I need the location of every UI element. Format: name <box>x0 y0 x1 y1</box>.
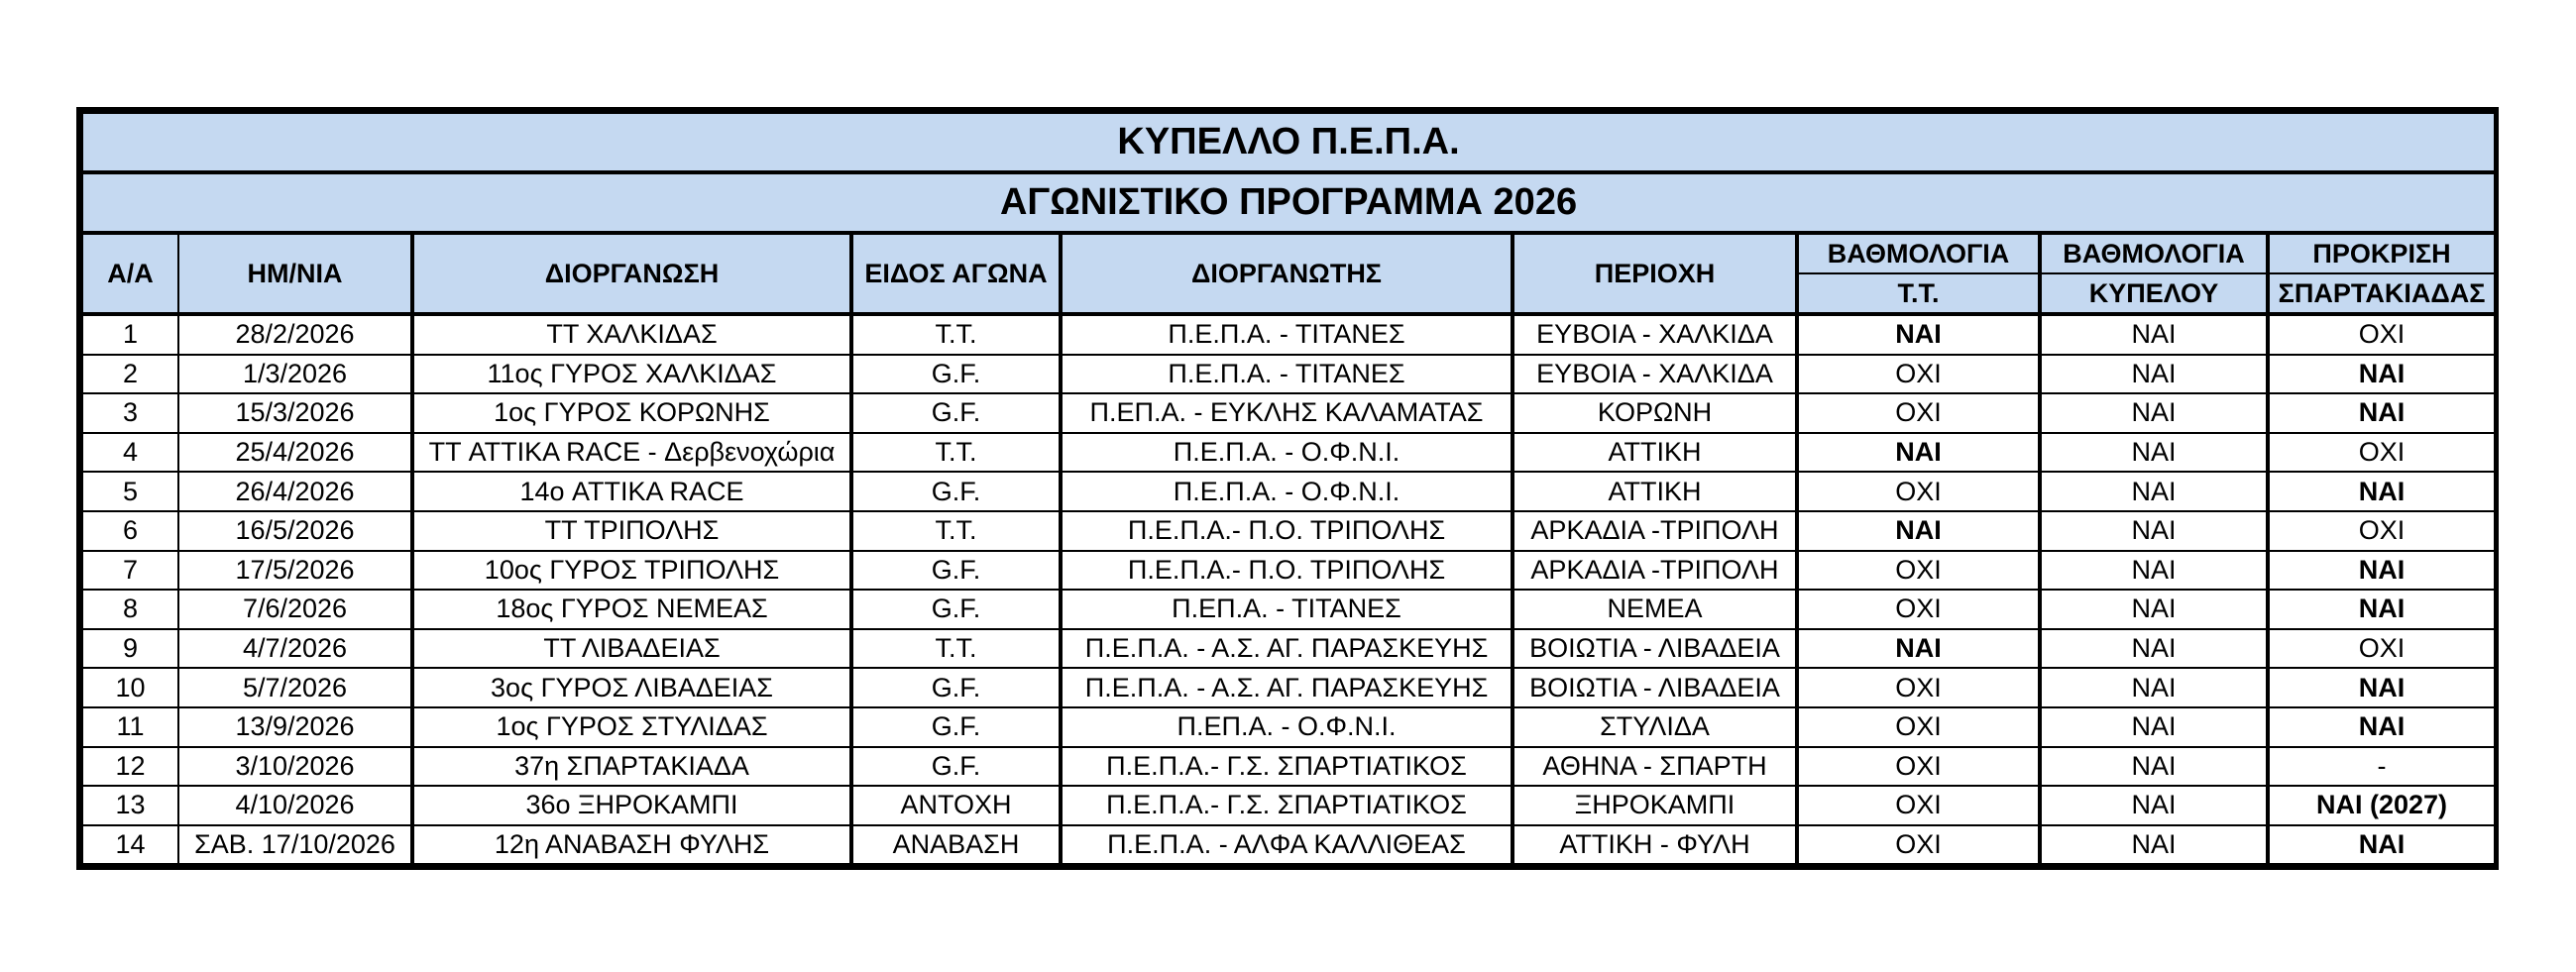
cell-region: ΑΘΗΝΑ - ΣΠΑΡΤΗ <box>1512 747 1797 787</box>
cell-date: 26/4/2026 <box>178 472 412 511</box>
cell-type: G.F. <box>851 551 1061 591</box>
cell-event: 14ο ATTIKA RACE <box>412 472 851 511</box>
cell-type: G.F. <box>851 472 1061 511</box>
cell-aa: 12 <box>82 747 178 787</box>
cell-cup-ranking: ΝΑΙ <box>2040 355 2268 394</box>
cell-qualification: ΟΧΙ <box>2268 314 2495 355</box>
cell-cup-ranking: ΝΑΙ <box>2040 433 2268 473</box>
header-cup-ranking-bottom: ΚΥΠΕΛΟΥ <box>2040 273 2268 314</box>
cell-tt-ranking: ΝΑΙ <box>1797 433 2040 473</box>
cell-region: ΣΤΥΛΙΔΑ <box>1512 707 1797 747</box>
table-row <box>82 551 2495 591</box>
cell-cup-ranking: ΝΑΙ <box>2040 825 2268 865</box>
cell-region: ΑΡΚΑΔΙΑ -ΤΡΙΠΟΛΗ <box>1512 551 1797 591</box>
cell-aa: 11 <box>82 707 178 747</box>
cell-organizer: Π.Ε.Π.Α. - ΤΙΤΑΝΕΣ <box>1061 355 1512 394</box>
cell-date: 7/6/2026 <box>178 590 412 629</box>
table-row <box>82 747 2495 787</box>
cell-cup-ranking: ΝΑΙ <box>2040 511 2268 551</box>
cell-cup-ranking: ΝΑΙ <box>2040 786 2268 825</box>
cell-tt-ranking: ΟΧΙ <box>1797 707 2040 747</box>
schedule-sheet <box>76 107 2499 870</box>
cell-qualification: ΝΑΙ <box>2268 590 2495 629</box>
cell-qualification: ΝΑΙ <box>2268 355 2495 394</box>
cell-tt-ranking: ΝΑΙ <box>1797 629 2040 669</box>
cell-aa: 4 <box>82 433 178 473</box>
cell-tt-ranking: ΟΧΙ <box>1797 747 2040 787</box>
cell-tt-ranking: ΟΧΙ <box>1797 551 2040 591</box>
cell-date: 16/5/2026 <box>178 511 412 551</box>
table-row <box>82 393 2495 433</box>
cell-aa: 5 <box>82 472 178 511</box>
cell-cup-ranking: ΝΑΙ <box>2040 707 2268 747</box>
cell-date: 25/4/2026 <box>178 433 412 473</box>
cell-organizer: Π.ΕΠ.Α. - ΕΥΚΛΗΣ ΚΑΛΑΜΑΤΑΣ <box>1061 393 1512 433</box>
cell-aa: 14 <box>82 825 178 865</box>
cell-organizer: Π.Ε.Π.Α. - Α.Σ. ΑΓ. ΠΑΡΑΣΚΕΥΗΣ <box>1061 668 1512 707</box>
cell-date: 4/7/2026 <box>178 629 412 669</box>
cell-aa: 1 <box>82 314 178 355</box>
cell-region: ΞΗΡΟΚΑΜΠΙ <box>1512 786 1797 825</box>
header-tt-ranking-bottom: Τ.Τ. <box>1797 273 2040 314</box>
cell-type: Τ.Τ. <box>851 433 1061 473</box>
sheet-title: ΚΥΠΕΛΛΟ Π.Ε.Π.Α. <box>82 113 2495 172</box>
header-aa: Α/Α <box>82 233 178 314</box>
cell-type: G.F. <box>851 355 1061 394</box>
cell-qualification: ΟΧΙ <box>2268 629 2495 669</box>
table-row <box>82 668 2495 707</box>
cell-type: Τ.Τ. <box>851 511 1061 551</box>
cell-date: 17/5/2026 <box>178 551 412 591</box>
cell-event: 37η ΣΠΑΡΤΑΚΙΑΔΑ <box>412 747 851 787</box>
cell-organizer: Π.Ε.Π.Α.- Γ.Σ. ΣΠΑΡΤΙΑΤΙΚΟΣ <box>1061 786 1512 825</box>
cell-organizer: Π.Ε.Π.Α. - Ο.Φ.Ν.Ι. <box>1061 472 1512 511</box>
cell-date: ΣΑΒ. 17/10/2026 <box>178 825 412 865</box>
cell-type: Τ.Τ. <box>851 314 1061 355</box>
cell-cup-ranking: ΝΑΙ <box>2040 472 2268 511</box>
cell-region: ΑΤΤΙΚΗ - ΦΥΛΗ <box>1512 825 1797 865</box>
cell-event: 18ος ΓΥΡΟΣ ΝΕΜΕΑΣ <box>412 590 851 629</box>
cell-organizer: Π.Ε.Π.Α.- Π.Ο. ΤΡΙΠΟΛΗΣ <box>1061 551 1512 591</box>
cell-region: ΑΡΚΑΔΙΑ -ΤΡΙΠΟΛΗ <box>1512 511 1797 551</box>
cell-type: ΑΝΤΟΧΗ <box>851 786 1061 825</box>
cell-event: ΤΤ ΤΡΙΠΟΛΗΣ <box>412 511 851 551</box>
header-tt-ranking-top: ΒΑΘΜΟΛΟΓΙΑ <box>1797 233 2040 273</box>
cell-qualification: ΟΧΙ <box>2268 433 2495 473</box>
cell-cup-ranking: ΝΑΙ <box>2040 314 2268 355</box>
cell-region: ΚΟΡΩΝΗ <box>1512 393 1797 433</box>
cell-organizer: Π.Ε.Π.Α. - Α.Σ. ΑΓ. ΠΑΡΑΣΚΕΥΗΣ <box>1061 629 1512 669</box>
cell-tt-ranking: ΟΧΙ <box>1797 472 2040 511</box>
cell-tt-ranking: ΟΧΙ <box>1797 590 2040 629</box>
cell-tt-ranking: ΟΧΙ <box>1797 355 2040 394</box>
cell-qualification: ΟΧΙ <box>2268 511 2495 551</box>
cell-qualification: ΝΑΙ <box>2268 825 2495 865</box>
cell-cup-ranking: ΝΑΙ <box>2040 590 2268 629</box>
cell-region: ΕΥΒΟΙΑ - ΧΑΛΚΙΔΑ <box>1512 355 1797 394</box>
cell-organizer: Π.ΕΠ.Α. - Ο.Φ.Ν.Ι. <box>1061 707 1512 747</box>
cell-organizer: Π.Ε.Π.Α. - Ο.Φ.Ν.Ι. <box>1061 433 1512 473</box>
cell-date: 13/9/2026 <box>178 707 412 747</box>
cell-date: 28/2/2026 <box>178 314 412 355</box>
table-row <box>82 825 2495 865</box>
cell-organizer: Π.Ε.Π.Α.- Γ.Σ. ΣΠΑΡΤΙΑΤΙΚΟΣ <box>1061 747 1512 787</box>
header-region: ΠΕΡΙΟΧΗ <box>1512 233 1797 314</box>
cell-tt-ranking: ΟΧΙ <box>1797 786 2040 825</box>
sheet-subtitle: ΑΓΩΝΙΣΤΙΚΟ ΠΡΟΓΡΑΜΜΑ 2026 <box>82 172 2495 233</box>
cell-aa: 3 <box>82 393 178 433</box>
cell-region: ΕΥΒΟΙΑ - ΧΑΛΚΙΔΑ <box>1512 314 1797 355</box>
header-qualification-top: ΠΡΟΚΡΙΣΗ <box>2268 233 2495 273</box>
cell-tt-ranking: ΟΧΙ <box>1797 668 2040 707</box>
header-cup-ranking-top: ΒΑΘΜΟΛΟΓΙΑ <box>2040 233 2268 273</box>
cell-date: 3/10/2026 <box>178 747 412 787</box>
cell-aa: 6 <box>82 511 178 551</box>
cell-type: G.F. <box>851 707 1061 747</box>
table-row <box>82 707 2495 747</box>
cell-organizer: Π.Ε.Π.Α. - ΤΙΤΑΝΕΣ <box>1061 314 1512 355</box>
schedule-table <box>81 112 2496 865</box>
cell-type: ΑΝΑΒΑΣΗ <box>851 825 1061 865</box>
table-row <box>82 511 2495 551</box>
cell-region: ΑΤΤΙΚΗ <box>1512 433 1797 473</box>
cell-type: Τ.Τ. <box>851 629 1061 669</box>
cell-cup-ranking: ΝΑΙ <box>2040 747 2268 787</box>
table-row <box>82 629 2495 669</box>
cell-tt-ranking: ΟΧΙ <box>1797 393 2040 433</box>
cell-aa: 8 <box>82 590 178 629</box>
cell-organizer: Π.Ε.Π.Α. - ΑΛΦΑ ΚΑΛΛΙΘΕΑΣ <box>1061 825 1512 865</box>
header-qualification-bottom: ΣΠΑΡΤΑΚΙΑΔΑΣ <box>2268 273 2495 314</box>
cell-cup-ranking: ΝΑΙ <box>2040 629 2268 669</box>
cell-event: 12η ΑΝΑΒΑΣΗ ΦΥΛΗΣ <box>412 825 851 865</box>
cell-organizer: Π.Ε.Π.Α.- Π.Ο. ΤΡΙΠΟΛΗΣ <box>1061 511 1512 551</box>
header-date: ΗΜ/ΝΙΑ <box>178 233 412 314</box>
cell-type: G.F. <box>851 747 1061 787</box>
cell-event: 3ος ΓΥΡΟΣ ΛΙΒΑΔΕΙΑΣ <box>412 668 851 707</box>
cell-event: 10ος ΓΥΡΟΣ ΤΡΙΠΟΛΗΣ <box>412 551 851 591</box>
table-row <box>82 433 2495 473</box>
cell-event: 1ος ΓΥΡΟΣ ΚΟΡΩΝΗΣ <box>412 393 851 433</box>
cell-date: 15/3/2026 <box>178 393 412 433</box>
cell-event: 1ος ΓΥΡΟΣ ΣΤΥΛΙΔΑΣ <box>412 707 851 747</box>
cell-qualification: - <box>2268 747 2495 787</box>
table-row <box>82 786 2495 825</box>
cell-region: ΝΕΜΕΑ <box>1512 590 1797 629</box>
cell-type: G.F. <box>851 590 1061 629</box>
cell-event: 36ο ΞΗΡΟΚΑΜΠΙ <box>412 786 851 825</box>
cell-type: G.F. <box>851 393 1061 433</box>
cell-cup-ranking: ΝΑΙ <box>2040 393 2268 433</box>
cell-region: ΒΟΙΩΤΙΑ - ΛΙΒΑΔΕΙΑ <box>1512 629 1797 669</box>
cell-organizer: Π.ΕΠ.Α. - ΤΙΤΑΝΕΣ <box>1061 590 1512 629</box>
cell-qualification: ΝΑΙ <box>2268 393 2495 433</box>
cell-tt-ranking: ΝΑΙ <box>1797 511 2040 551</box>
cell-date: 4/10/2026 <box>178 786 412 825</box>
cell-qualification: ΝΑΙ <box>2268 472 2495 511</box>
table-row <box>82 355 2495 394</box>
cell-cup-ranking: ΝΑΙ <box>2040 551 2268 591</box>
cell-cup-ranking: ΝΑΙ <box>2040 668 2268 707</box>
cell-aa: 13 <box>82 786 178 825</box>
cell-event: ΤΤ ΛΙΒΑΔΕΙΑΣ <box>412 629 851 669</box>
cell-event: ΤΤ ATTIKA RACE - Δερβενοχώρια <box>412 433 851 473</box>
table-body <box>82 314 2495 864</box>
cell-date: 5/7/2026 <box>178 668 412 707</box>
header-type: ΕΙΔΟΣ ΑΓΩΝΑ <box>851 233 1061 314</box>
cell-type: G.F. <box>851 668 1061 707</box>
header-event: ΔΙΟΡΓΑΝΩΣΗ <box>412 233 851 314</box>
cell-region: ΑΤΤΙΚΗ <box>1512 472 1797 511</box>
cell-date: 1/3/2026 <box>178 355 412 394</box>
table-row <box>82 590 2495 629</box>
cell-qualification: ΝΑΙ (2027) <box>2268 786 2495 825</box>
cell-tt-ranking: ΝΑΙ <box>1797 314 2040 355</box>
header-organizer: ΔΙΟΡΓΑΝΩΤΗΣ <box>1061 233 1512 314</box>
cell-qualification: ΝΑΙ <box>2268 551 2495 591</box>
table-row <box>82 314 2495 355</box>
cell-event: 11ος ΓΥΡΟΣ ΧΑΛΚΙΔΑΣ <box>412 355 851 394</box>
cell-aa: 9 <box>82 629 178 669</box>
cell-qualification: ΝΑΙ <box>2268 668 2495 707</box>
cell-aa: 2 <box>82 355 178 394</box>
cell-aa: 7 <box>82 551 178 591</box>
cell-region: ΒΟΙΩΤΙΑ - ΛΙΒΑΔΕΙΑ <box>1512 668 1797 707</box>
cell-qualification: ΝΑΙ <box>2268 707 2495 747</box>
table-row <box>82 472 2495 511</box>
cell-aa: 10 <box>82 668 178 707</box>
cell-event: ΤΤ ΧΑΛΚΙΔΑΣ <box>412 314 851 355</box>
cell-tt-ranking: ΟΧΙ <box>1797 825 2040 865</box>
